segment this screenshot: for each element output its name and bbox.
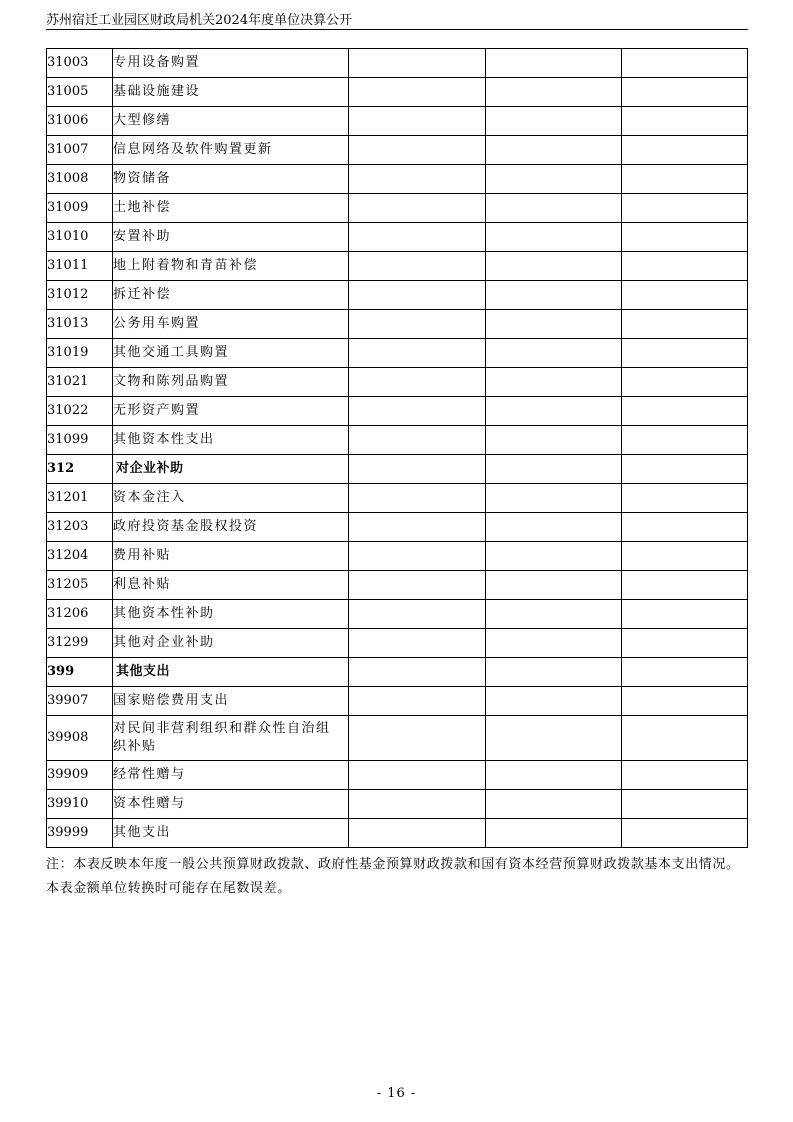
amount-cell	[349, 107, 486, 136]
amount-cell	[622, 716, 748, 761]
amount-cell	[486, 397, 622, 426]
subject-name-cell	[113, 513, 349, 542]
amount-cell	[349, 600, 486, 629]
subject-name-text: 拆迁补偿	[113, 287, 172, 302]
subject-name-text: 基础设施建设	[113, 84, 201, 99]
subject-code-cell: 31019	[47, 339, 113, 368]
amount-cell	[486, 107, 622, 136]
amount-cell	[486, 716, 622, 761]
table-row	[47, 281, 748, 310]
subject-name-text: 费用补贴	[113, 548, 172, 563]
amount-cell	[349, 339, 486, 368]
subject-code-cell: 31205	[47, 571, 113, 600]
subject-name-cell	[113, 78, 349, 107]
amount-cell	[486, 658, 622, 687]
subject-name-text: 资本金注入	[113, 490, 186, 505]
subject-code-cell: 39999	[47, 819, 113, 848]
amount-cell	[486, 223, 622, 252]
subject-name-cell	[113, 49, 349, 78]
subject-name-cell	[113, 790, 349, 819]
subject-code-cell: 31010	[47, 223, 113, 252]
amount-cell	[349, 368, 486, 397]
amount-cell	[349, 790, 486, 819]
amount-cell	[486, 426, 622, 455]
amount-cell	[622, 629, 748, 658]
subject-code-cell: 31007	[47, 136, 113, 165]
subject-name-text: 其他资本性支出	[113, 432, 215, 447]
amount-cell	[349, 223, 486, 252]
subject-name-text: 无形资产购置	[113, 403, 201, 418]
amount-cell	[349, 819, 486, 848]
amount-cell	[622, 790, 748, 819]
table-row	[47, 107, 748, 136]
subject-name-text: 地上附着物和青苗补偿	[113, 258, 259, 273]
table-row	[47, 78, 748, 107]
amount-cell	[349, 397, 486, 426]
amount-cell	[486, 49, 622, 78]
subject-code-cell: 31022	[47, 397, 113, 426]
amount-cell	[622, 49, 748, 78]
amount-cell	[486, 339, 622, 368]
amount-cell	[349, 136, 486, 165]
subject-code-cell: 39910	[47, 790, 113, 819]
amount-cell	[349, 687, 486, 716]
amount-cell	[622, 223, 748, 252]
amount-cell	[486, 484, 622, 513]
amount-cell	[349, 629, 486, 658]
subject-name-text: 专用设备购置	[113, 55, 201, 70]
amount-cell	[349, 542, 486, 571]
document-header-title: 苏州宿迁工业园区财政局机关2024年度单位决算公开	[46, 13, 353, 28]
table-row	[47, 136, 748, 165]
amount-cell	[622, 310, 748, 339]
amount-cell	[486, 629, 622, 658]
subject-code-cell: 31012	[47, 281, 113, 310]
amount-cell	[349, 49, 486, 78]
amount-cell	[622, 571, 748, 600]
subject-name-text: 对民间非营利组织和群众性自治组织补贴	[113, 721, 331, 754]
subject-code-cell: 31009	[47, 194, 113, 223]
amount-cell	[486, 571, 622, 600]
amount-cell	[486, 790, 622, 819]
amount-cell	[622, 426, 748, 455]
amount-cell	[349, 194, 486, 223]
subject-name-cell	[113, 600, 349, 629]
table-row	[47, 339, 748, 368]
subject-name-cell	[113, 819, 349, 848]
table-row	[47, 600, 748, 629]
table-row	[47, 542, 748, 571]
subject-name-cell	[113, 165, 349, 194]
table-row	[47, 194, 748, 223]
table-row	[47, 368, 748, 397]
table-footnote: 注：本表反映本年度一般公共预算财政拨款、政府性基金预算财政拨款和国有资本经营预算财政拨款基本支出情况。本表金额单位转换时可能存在尾数误差。	[46, 857, 740, 896]
subject-code-cell: 312	[47, 455, 113, 484]
subject-code-cell: 399	[47, 658, 113, 687]
amount-cell	[349, 165, 486, 194]
subject-name-cell	[113, 455, 349, 484]
amount-cell	[349, 484, 486, 513]
subject-code-cell: 31005	[47, 78, 113, 107]
table-row	[47, 310, 748, 339]
subject-name-text: 利息补贴	[113, 577, 172, 592]
subject-name-cell	[113, 761, 349, 790]
subject-name-cell	[113, 716, 349, 761]
subject-name-cell	[113, 107, 349, 136]
amount-cell	[486, 78, 622, 107]
subject-code-cell: 31299	[47, 629, 113, 658]
table-row	[47, 790, 748, 819]
header-divider	[46, 29, 748, 30]
amount-cell	[486, 194, 622, 223]
subject-code-cell: 39909	[47, 761, 113, 790]
table-row	[47, 571, 748, 600]
subject-name-text: 国家赔偿费用支出	[113, 693, 230, 708]
subject-name-text: 公务用车购置	[113, 316, 201, 331]
amount-cell	[622, 484, 748, 513]
amount-cell	[486, 252, 622, 281]
subject-name-cell	[113, 223, 349, 252]
amount-cell	[486, 281, 622, 310]
table-row	[47, 223, 748, 252]
amount-cell	[486, 600, 622, 629]
amount-cell	[486, 136, 622, 165]
expenditure-table-body	[47, 49, 748, 848]
expenditure-table	[46, 48, 748, 848]
amount-cell	[486, 761, 622, 790]
subject-name-cell	[113, 629, 349, 658]
amount-cell	[349, 426, 486, 455]
amount-cell	[349, 455, 486, 484]
subject-code-cell: 31006	[47, 107, 113, 136]
subject-code-cell: 31201	[47, 484, 113, 513]
amount-cell	[349, 310, 486, 339]
subject-name-cell	[113, 571, 349, 600]
amount-cell	[486, 310, 622, 339]
subject-code-cell: 31206	[47, 600, 113, 629]
amount-cell	[622, 252, 748, 281]
subject-name-cell	[113, 252, 349, 281]
subject-name-cell	[113, 397, 349, 426]
subject-name-cell	[113, 281, 349, 310]
amount-cell	[349, 281, 486, 310]
subject-name-cell	[113, 339, 349, 368]
subject-name-text: 信息网络及软件购置更新	[113, 142, 273, 157]
subject-name-text: 对企业补助	[116, 461, 184, 476]
subject-name-text: 物资储备	[113, 171, 172, 186]
table-row	[47, 761, 748, 790]
subject-code-cell: 31099	[47, 426, 113, 455]
amount-cell	[486, 165, 622, 194]
amount-cell	[349, 78, 486, 107]
subject-code-cell: 39908	[47, 716, 113, 761]
subject-name-text: 其他支出	[113, 825, 172, 840]
amount-cell	[622, 368, 748, 397]
table-group-row	[47, 658, 748, 687]
subject-code-cell: 31011	[47, 252, 113, 281]
subject-name-text: 其他交通工具购置	[113, 345, 230, 360]
table-row	[47, 397, 748, 426]
subject-name-cell	[113, 542, 349, 571]
amount-cell	[622, 194, 748, 223]
subject-code-cell: 31013	[47, 310, 113, 339]
subject-name-text: 文物和陈列品购置	[113, 374, 230, 389]
amount-cell	[622, 600, 748, 629]
amount-cell	[622, 281, 748, 310]
subject-code-cell: 31008	[47, 165, 113, 194]
table-row	[47, 687, 748, 716]
amount-cell	[622, 513, 748, 542]
amount-cell	[622, 78, 748, 107]
table-row	[47, 49, 748, 78]
table-row	[47, 252, 748, 281]
subject-name-cell	[113, 484, 349, 513]
table-row	[47, 426, 748, 455]
subject-name-cell	[113, 687, 349, 716]
table-row	[47, 165, 748, 194]
subject-name-text: 大型修缮	[113, 113, 172, 128]
amount-cell	[486, 455, 622, 484]
subject-code-cell: 31203	[47, 513, 113, 542]
amount-cell	[622, 165, 748, 194]
amount-cell	[486, 542, 622, 571]
amount-cell	[622, 136, 748, 165]
subject-code-cell: 31003	[47, 49, 113, 78]
amount-cell	[622, 542, 748, 571]
amount-cell	[349, 252, 486, 281]
amount-cell	[349, 658, 486, 687]
subject-name-text: 安置补助	[113, 229, 172, 244]
subject-name-text: 其他对企业补助	[113, 635, 215, 650]
table-row	[47, 484, 748, 513]
table-row	[47, 513, 748, 542]
subject-code-cell: 31021	[47, 368, 113, 397]
subject-name-text: 其他资本性补助	[113, 606, 215, 621]
subject-code-cell: 31204	[47, 542, 113, 571]
amount-cell	[349, 571, 486, 600]
amount-cell	[622, 339, 748, 368]
amount-cell	[349, 513, 486, 542]
page-number: - 16 -	[376, 1086, 417, 1101]
subject-name-cell	[113, 194, 349, 223]
subject-name-text: 其他支出	[116, 664, 171, 679]
subject-name-text: 土地补偿	[113, 200, 172, 215]
amount-cell	[486, 687, 622, 716]
subject-code-cell: 39907	[47, 687, 113, 716]
amount-cell	[622, 819, 748, 848]
amount-cell	[349, 716, 486, 761]
amount-cell	[486, 819, 622, 848]
table-row	[47, 629, 748, 658]
amount-cell	[622, 687, 748, 716]
table-row	[47, 819, 748, 848]
subject-name-cell	[113, 368, 349, 397]
subject-name-cell	[113, 426, 349, 455]
table-row	[47, 716, 748, 761]
subject-name-cell	[113, 658, 349, 687]
amount-cell	[349, 761, 486, 790]
subject-name-text: 资本性赠与	[113, 796, 186, 811]
amount-cell	[622, 455, 748, 484]
amount-cell	[486, 368, 622, 397]
table-group-row	[47, 455, 748, 484]
amount-cell	[622, 658, 748, 687]
subject-name-text: 经常性赠与	[113, 767, 186, 782]
subject-name-cell	[113, 310, 349, 339]
subject-name-cell	[113, 136, 349, 165]
subject-name-text: 政府投资基金股权投资	[113, 519, 259, 534]
amount-cell	[622, 761, 748, 790]
amount-cell	[622, 107, 748, 136]
amount-cell	[622, 397, 748, 426]
amount-cell	[486, 513, 622, 542]
